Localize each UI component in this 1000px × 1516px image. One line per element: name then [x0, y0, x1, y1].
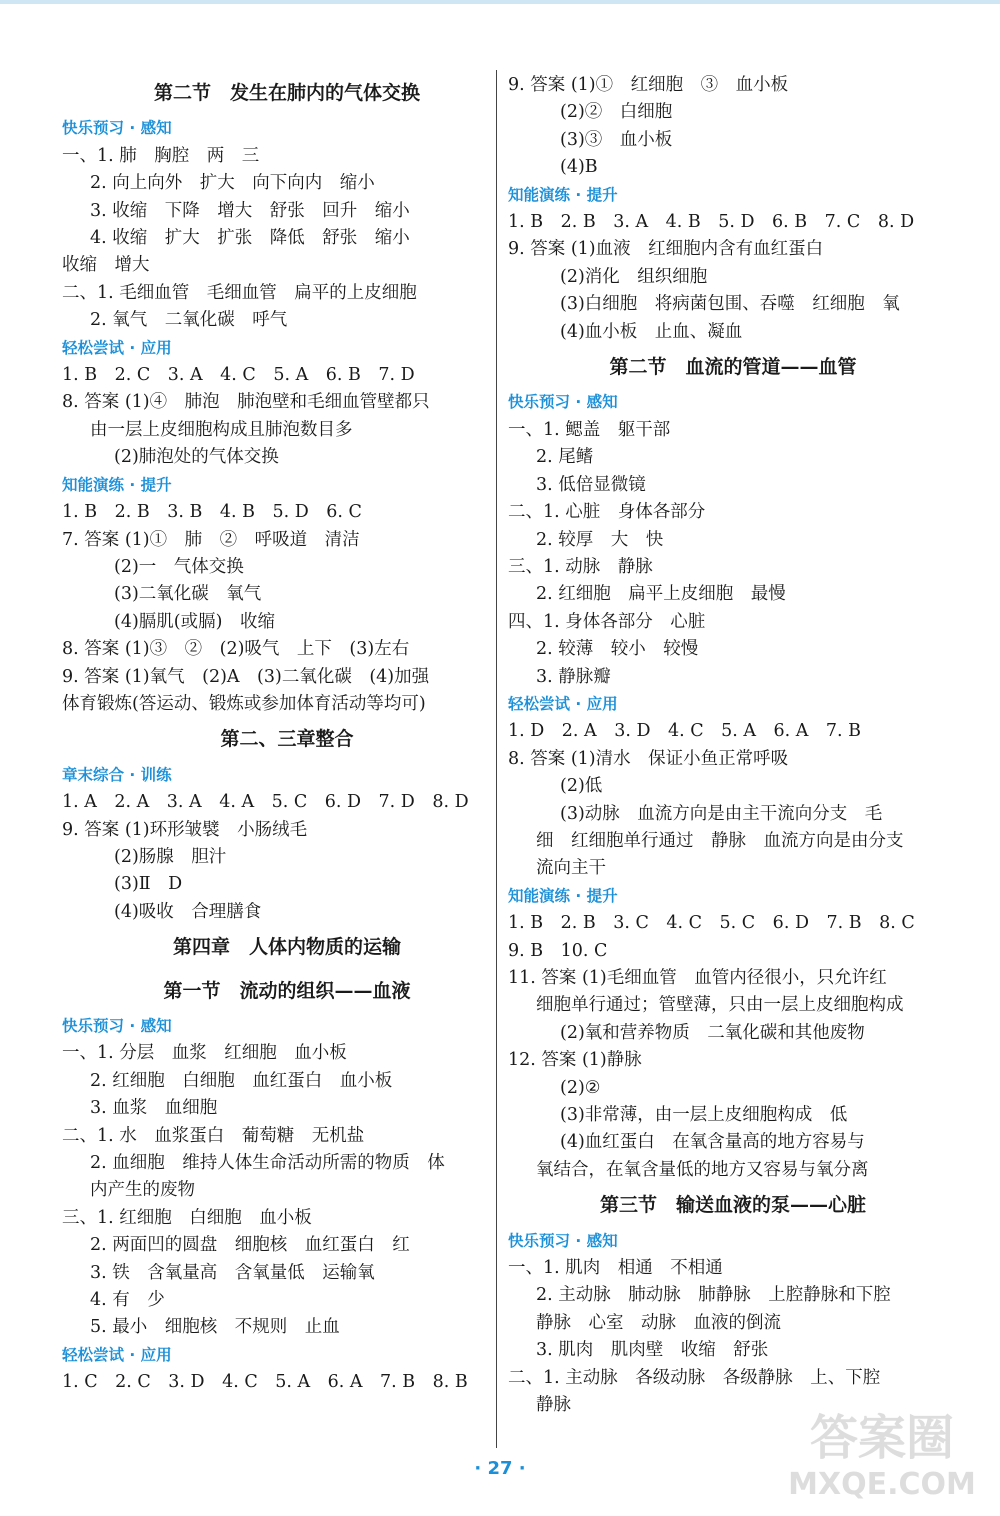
answer-line: 8. 答案 (1)③ ② (2)吸气 上下 (3)左右	[62, 639, 410, 660]
answer-line: 8. 答案 (1)清水 保证小鱼正常呼吸	[508, 748, 789, 769]
column-divider	[496, 70, 497, 1448]
top-border	[0, 0, 1000, 4]
answer-line: 二、1. 水 血浆蛋白 葡萄糖 无机盐	[62, 1125, 365, 1146]
answer-line: 2. 血细胞 维持人体生命活动所需的物质 体	[90, 1153, 445, 1174]
answer-line: 4. 收缩 扩大 扩张 降低 舒张 缩小	[90, 228, 410, 249]
answer-line: (3)Ⅱ D	[114, 874, 183, 895]
answer-line: (3)白细胞 将病菌包围、吞噬 红细胞 氧	[560, 294, 900, 315]
answer-line: 1. A 2. A 3. A 4. A 5. C 6. D 7. D 8. D	[62, 792, 469, 813]
answer-line: 一、1. 肌肉 相通 不相通	[508, 1258, 723, 1279]
answer-line: 9. 答案 (1)① 红细胞 ③ 血小板	[508, 75, 789, 95]
watermark-url: MXQE.COM	[788, 1467, 976, 1502]
section-label: 轻松尝试 · 应用	[62, 338, 172, 357]
answer-line: 二、1. 主动脉 各级动脉 各级静脉 上、下腔	[508, 1367, 881, 1388]
section-title: 第三节 输送血液的泵——心脏	[599, 1194, 866, 1217]
left-column	[62, 72, 512, 1397]
right-column	[508, 72, 958, 1420]
section-label: 知能演练 · 提升	[508, 886, 618, 905]
section-label: 快乐预习 · 感知	[508, 393, 618, 412]
answer-line: (2)氧和营养物质 二氧化碳和其他废物	[560, 1022, 865, 1043]
answer-line: (2)一 气体交换	[114, 556, 244, 577]
section-title: 第二、三章整合	[220, 728, 354, 751]
section-label: 轻松尝试 · 应用	[508, 694, 618, 713]
section-label: 快乐预习 · 感知	[508, 1231, 618, 1250]
section-label: 快乐预习 · 感知	[62, 1017, 172, 1035]
section-label: 轻松尝试 · 应用	[62, 1345, 172, 1364]
watermark-text: 答案圈	[809, 1410, 955, 1466]
answer-line: (2)消化 组织细胞	[560, 266, 708, 287]
answer-line: 内产生的废物	[90, 1180, 195, 1201]
answer-line: 由一层上皮细胞构成且肺泡数目多	[90, 419, 353, 440]
answer-line: (2)肺泡处的气体交换	[114, 447, 279, 468]
answer-line: 体育锻炼(答运动、锻炼或参加体育活动等均可)	[62, 693, 426, 714]
answer-line: 2. 向上向外 扩大 向下向内 缩小	[90, 173, 375, 194]
answer-line: (4)吸收 合理膳食	[114, 901, 262, 922]
answer-line: (4)B	[560, 157, 598, 178]
section-label: 快乐预习 · 感知	[62, 119, 172, 138]
answer-line: (2)② 白细胞	[560, 102, 673, 123]
section-title: 第二节 血流的管道——血管	[609, 356, 857, 379]
section-label: 知能演练 · 提升	[508, 185, 618, 204]
answer-line: 静脉 心室 动脉 血液的倒流	[536, 1312, 781, 1333]
answer-line: 5. 最小 细胞核 不规则 止血	[90, 1317, 340, 1338]
answer-line: 1. D 2. A 3. D 4. C 5. A 6. A 7. B	[508, 721, 862, 742]
answer-line: (2)低	[560, 776, 603, 797]
answer-line: 细 红细胞单行通过 静脉 血流方向是由分支	[536, 830, 904, 851]
answer-line: 2. 红细胞 扁平上皮细胞 最慢	[536, 584, 786, 605]
answer-line: 一、1. 肺 胸腔 两 三	[62, 145, 260, 166]
section-title: 第一节 流动的组织——血液	[163, 979, 411, 1002]
answer-line: 9. 答案 (1)环形皱襞 小肠绒毛	[62, 819, 308, 840]
section-label: 知能演练 · 提升	[62, 475, 172, 494]
answer-line: 三、1. 动脉 静脉	[508, 556, 653, 577]
answer-line: 2. 主动脉 肺动脉 肺静脉 上腔静脉和下腔	[536, 1285, 891, 1306]
answer-line: (3)动脉 血流方向是由主干流向分支 毛	[560, 803, 883, 824]
answer-line: 3. 收缩 下降 增大 舒张 回升 缩小	[90, 200, 410, 221]
answer-line: 2. 氧气 二氧化碳 呼气	[90, 310, 288, 331]
answer-line: 2. 较薄 较小 较慢	[536, 639, 699, 660]
answer-line: (3)二氧化碳 氧气	[114, 584, 262, 605]
answer-line: 3. 静脉瓣	[536, 666, 611, 687]
answer-line: 3. 铁 含氧量高 含氧量低 运输氧	[90, 1262, 375, 1283]
answer-line: (4)血红蛋白 在氧含量高的地方容易与	[560, 1132, 865, 1153]
answer-line: 3. 肌肉 肌肉壁 收缩 舒张	[536, 1340, 769, 1361]
answer-line: 1. B 2. B 3. A 4. B 5. D 6. B 7. C 8. D	[508, 212, 915, 233]
answer-line: (2)肠腺 胆汁	[114, 846, 227, 867]
answer-line: 2. 较厚 大 快	[536, 529, 664, 550]
answer-line: (3)非常薄，由一层上皮细胞构成 低	[560, 1105, 848, 1126]
answer-line: 1. C 2. C 3. D 4. C 5. A 6. A 7. B 8. B	[62, 1372, 468, 1393]
answer-line: 2. 尾鳍	[536, 447, 594, 468]
watermark-logo	[782, 1396, 982, 1506]
answer-line: 9. 答案 (1)血液 红细胞内含有血红蛋白	[508, 239, 824, 260]
answer-line: 9. B 10. C	[508, 940, 608, 961]
answer-line: 8. 答案 (1)④ 肺泡 肺泡壁和毛细血管壁都只	[62, 392, 430, 413]
page-number: · 27 ·	[474, 1458, 526, 1479]
answer-line: 氧结合，在氧含量低的地方又容易与氧分离	[536, 1159, 869, 1180]
answer-line: 2. 两面凹的圆盘 细胞核 血红蛋白 红	[90, 1235, 410, 1256]
answer-line: 11. 答案 (1)毛细血管 血管内径很小，只允许红	[508, 968, 887, 988]
answer-line: 一、1. 分层 血浆 红细胞 血小板	[62, 1043, 347, 1064]
answer-line: 二、1. 毛细血管 毛细血管 扁平的上皮细胞	[62, 282, 417, 303]
section-label: 章末综合 · 训练	[62, 765, 172, 784]
answer-line: (3)③ 血小板	[560, 129, 673, 150]
section-title: 第二节 发生在肺内的气体交换	[153, 82, 420, 104]
answer-line: 2. 红细胞 白细胞 血红蛋白 血小板	[90, 1070, 393, 1091]
answer-line: (4)血小板 止血、凝血	[560, 321, 743, 342]
answer-line: 1. B 2. B 3. C 4. C 5. C 6. D 7. B 8. C	[508, 913, 915, 934]
answer-line: 流向主干	[536, 858, 606, 879]
answer-line: 1. B 2. C 3. A 4. C 5. A 6. B 7. D	[62, 365, 415, 386]
answer-line: 二、1. 心脏 身体各部分	[508, 502, 706, 523]
answer-line: 四、1. 身体各部分 心脏	[508, 611, 706, 632]
answer-line: 3. 低倍显微镜	[536, 474, 646, 495]
answer-line: 三、1. 红细胞 白细胞 血小板	[62, 1207, 312, 1228]
answer-line: 收缩 增大	[62, 255, 150, 276]
answer-line: 7. 答案 (1)① 肺 ② 呼吸道 清洁	[62, 529, 360, 550]
answer-line: (4)膈肌(或膈) 收缩	[114, 611, 275, 632]
answer-line: 1. B 2. B 3. B 4. B 5. D 6. C	[62, 502, 362, 523]
answer-line: 3. 血浆 血细胞	[90, 1098, 218, 1119]
answer-line: (2)②	[560, 1077, 601, 1098]
answer-line: 12. 答案 (1)静脉	[508, 1050, 642, 1071]
section-title: 第四章 人体内物质的运输	[172, 936, 401, 959]
answer-line: 9. 答案 (1)氧气 (2)A (3)二氧化碳 (4)加强	[62, 666, 430, 687]
answer-line: 一、1. 鳃盖 躯干部	[508, 419, 671, 440]
answer-line: 静脉	[536, 1395, 571, 1416]
answer-line: 细胞单行通过；管壁薄，只由一层上皮细胞构成	[536, 995, 904, 1016]
answer-line: 4. 有 少	[90, 1290, 165, 1311]
